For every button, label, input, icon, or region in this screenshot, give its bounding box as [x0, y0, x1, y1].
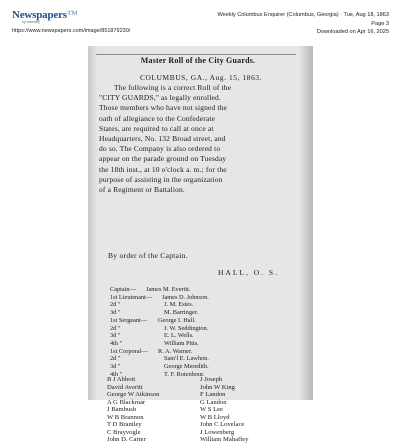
member-name: J Lowenberg — [200, 428, 235, 436]
publication-title: Weekly Columbus Enquirer (Columbus, Georgia) · Tue, Aug 18, 1863 — [217, 12, 389, 18]
member-name: B J Abbott — [107, 376, 136, 383]
officer-rank: 2d " — [110, 324, 121, 332]
officer-name: James M. Everitt. — [146, 286, 191, 293]
paragraph-line: Headquarters, No. 132 Broad street, and — [99, 133, 226, 143]
image-url[interactable]: https://www.newspapers.com/image/851879230/ — [12, 28, 131, 34]
paragraph-line: of a Regiment or Battalion. — [99, 184, 185, 194]
officer-rank: 4th " — [110, 370, 123, 378]
officer-name: J. W. Seddington. — [164, 324, 209, 332]
paragraph-line: purpose of assisting in the organization — [99, 174, 223, 184]
member-name: W S Lee — [200, 406, 223, 413]
officer-name: M. Barringer. — [164, 309, 199, 317]
article-headline: Master Roll of the City Guards. — [140, 56, 256, 65]
member-name: David Averitt — [107, 383, 143, 391]
clipping-right-shadow — [299, 46, 313, 400]
member-name: T D Brantley — [107, 421, 142, 428]
officer-rank: Captain— — [110, 286, 136, 293]
logo-subtitle: by ancestry — [22, 20, 40, 24]
newspaper-clipping — [88, 46, 313, 443]
officer-name: E. L. Wells. — [164, 332, 194, 340]
officer-rank: 3d " — [110, 363, 121, 370]
officer-rank: 2d " — [110, 301, 121, 309]
column-rule — [96, 54, 296, 55]
officer-name: William Pitts. — [164, 339, 199, 347]
officer-name: R. A. Warner. — [158, 347, 193, 355]
member-name: George W Atkinson — [107, 391, 160, 398]
logo-trademark: ™ — [66, 9, 78, 21]
officer-name: George Meredith. — [164, 363, 209, 370]
officer-name: J. M. Estes. — [164, 301, 194, 309]
officer-rank: 2d " — [110, 355, 121, 363]
paragraph-line: States, are required to call at once at — [99, 123, 214, 133]
member-name: J Joseph — [200, 376, 223, 383]
article-dateline: COLUMBUS, GA., Aug. 15, 1863. — [140, 73, 263, 82]
member-name: F Landon — [200, 391, 226, 398]
officer-rank: 1st Corporal— — [110, 347, 148, 355]
member-name: W B Lloyd — [200, 413, 230, 421]
officer-name: T. F. Rotenbour. — [164, 370, 205, 378]
paragraph-line: do so. The Company is also ordered to — [99, 144, 221, 154]
paragraph-line: "CITY GUARDS," as legally enrolled. — [99, 93, 221, 103]
officer-rank: 1st Lieutenant— — [110, 293, 153, 301]
officer-rank: 3d " — [110, 309, 121, 317]
signer: HALL, O. S. — [218, 268, 279, 277]
article-paragraph — [99, 83, 300, 195]
member-name: John W King — [200, 383, 235, 391]
officer-name: James D. Johnson. — [162, 293, 209, 301]
officer-name: George I. Hall. — [158, 316, 196, 324]
officer-rank: 4th " — [110, 339, 123, 347]
member-name: G Landon — [200, 398, 227, 406]
member-name: A G Blackmar — [107, 398, 146, 406]
member-name: W B Brannon — [107, 413, 144, 421]
paragraph-line: The following is a correct Roll of the — [114, 83, 232, 92]
page-header — [0, 0, 400, 44]
page-number: Page 3 — [371, 21, 389, 27]
paragraph-line: Those members who have not signed the — [99, 103, 228, 113]
download-date: Downloaded on Apr 16, 2025 — [316, 29, 389, 35]
clipping-left-shadow — [88, 46, 97, 400]
logo-text: Newspapers — [12, 9, 67, 21]
paragraph-line: the 18th inst., at 10 o'clock a. m.; for the — [99, 164, 227, 174]
paragraph-line: appear on the parade ground on Tuesday — [99, 154, 227, 164]
paragraph-line: oath of allegiance to the Confederate — [99, 113, 216, 123]
member-name: William Mahaffey — [200, 436, 249, 443]
officer-rank: 1st Sergeant— — [110, 316, 148, 324]
member-name: C Brayvogle — [107, 428, 141, 436]
member-name: John C Lovelace — [200, 421, 245, 428]
officer-name: Sam'l E. Lawhon. — [164, 355, 209, 363]
member-name: John D. Carter — [107, 436, 146, 443]
member-name: J Bambush — [107, 406, 137, 413]
officer-rank: 3d " — [110, 332, 121, 340]
order-line: By order of the Captain. — [108, 251, 188, 260]
